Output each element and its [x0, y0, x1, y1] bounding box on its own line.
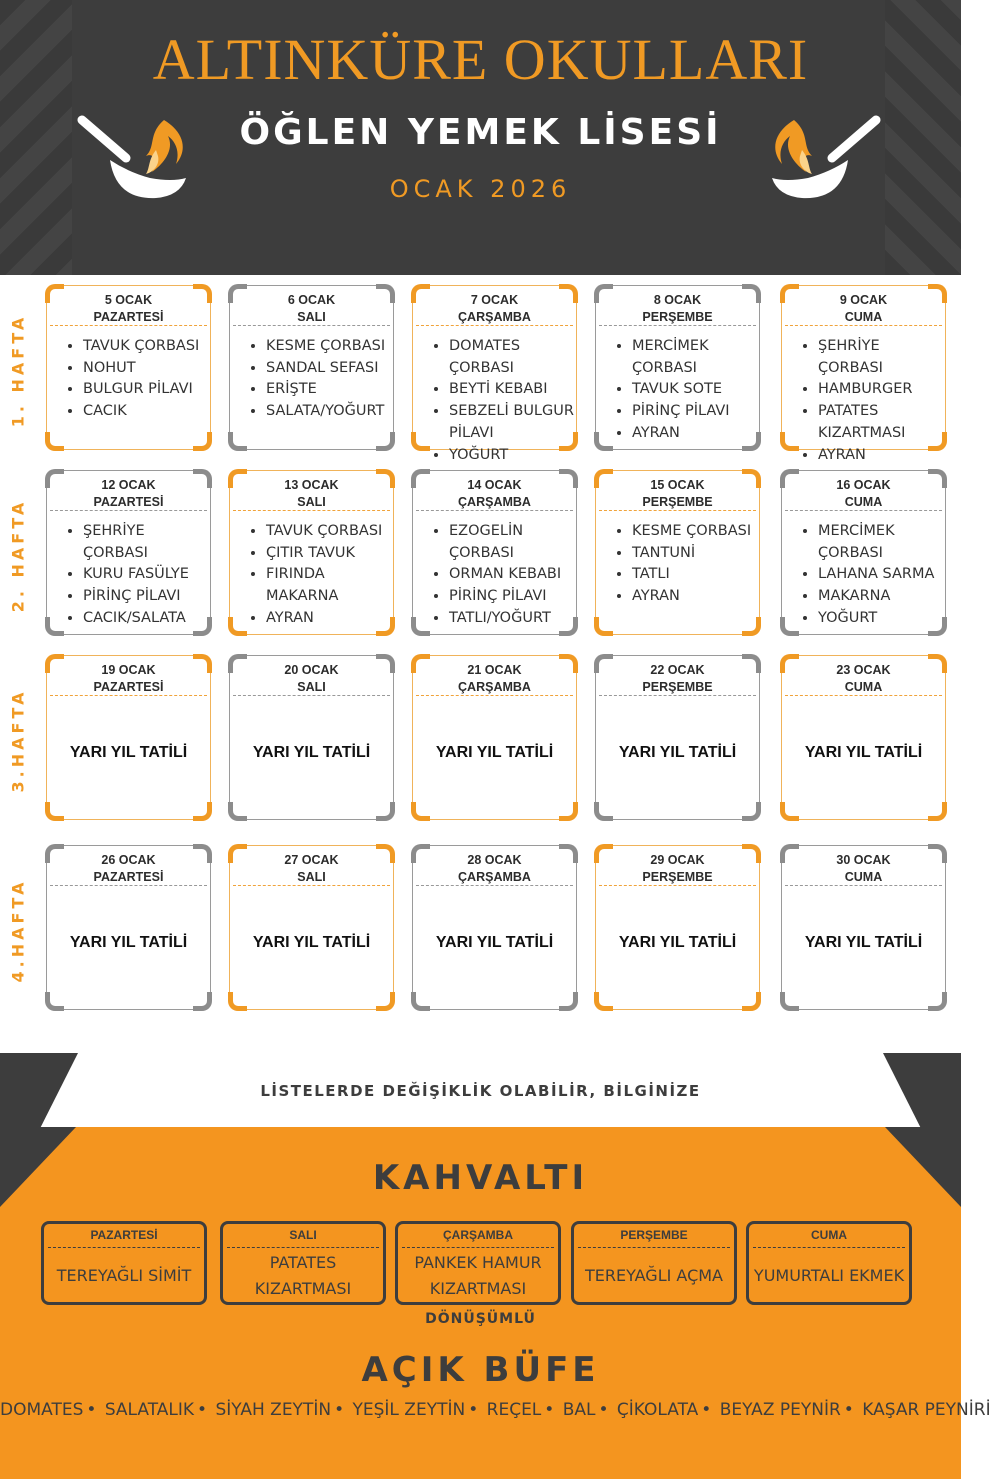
day-header: 28 OCAK ÇARŞAMBA — [458, 853, 531, 884]
breakfast-day: SALI — [289, 1228, 317, 1242]
menu-list — [67, 336, 199, 423]
day-card — [229, 470, 394, 635]
frying-pan-fire-icon — [752, 112, 882, 212]
holiday-label: YARI YIL TATİLİ — [69, 934, 188, 951]
breakfast-card — [746, 1221, 912, 1305]
holiday-label: YARI YIL TATİLİ — [252, 934, 371, 951]
buffet-title: AÇIK BÜFE — [361, 1350, 600, 1390]
breakfast-card — [41, 1221, 207, 1305]
day-card — [229, 655, 394, 820]
menu-item: • PİRİNÇ PİLAVI — [632, 401, 759, 423]
breakfast-day: CUMA — [811, 1228, 847, 1242]
change-notice: LİSTELERDE DEĞİŞİKLİK OLABİLİR, BİLGİNİZE — [260, 1082, 701, 1100]
menu-item: • SANDAL SEFASI — [266, 358, 385, 380]
day-card — [781, 845, 946, 1010]
menu-item: • ÇITIR TAVUK — [266, 543, 393, 565]
day-card — [781, 655, 946, 820]
menu-item: • KESME ÇORBASI — [632, 521, 751, 543]
menu-list — [802, 521, 945, 630]
breakfast-food: YUMURTALI EKMEK — [753, 1266, 905, 1285]
day-header: 12 OCAK PAZARTESİ — [93, 478, 164, 509]
menu-item: • FIRINDA MAKARNA — [266, 564, 393, 607]
breakfast-food: PANKEK HAMUR KIZARTMASI — [414, 1253, 542, 1298]
day-card — [229, 285, 394, 450]
menu-item: • MERCİMEK ÇORBASI — [818, 521, 945, 564]
menu-item: • YOĞURT — [818, 608, 945, 630]
day-header: 7 OCAK ÇARŞAMBA — [458, 293, 531, 324]
menu-list — [433, 521, 576, 630]
menu-list — [250, 521, 393, 630]
holiday-label: YARI YIL TATİLİ — [435, 744, 554, 761]
menu-item: • SEBZELİ BULGUR PİLAVI — [449, 401, 576, 444]
menu-item: • NOHUT — [83, 358, 199, 380]
day-header: 22 OCAK PERŞEMBE — [642, 663, 713, 694]
menu-item: • DOMATES ÇORBASI — [449, 336, 576, 379]
day-card — [595, 845, 760, 1010]
week-label: 1. HAFTA — [8, 313, 28, 427]
buffet-item: SALATALIK — [104, 1400, 195, 1420]
day-header: 29 OCAK PERŞEMBE — [642, 853, 713, 884]
menu-item: • TAVUK ÇORBASI — [83, 336, 199, 358]
breakfast-day: ÇARŞAMBA — [443, 1228, 513, 1242]
day-card — [781, 285, 946, 463]
holiday-label: YARI YIL TATİLİ — [252, 744, 371, 761]
menu-item: • SALATA/YOĞURT — [266, 401, 385, 423]
day-card — [781, 470, 946, 635]
menu-item: • PİRİNÇ PİLAVI — [83, 586, 210, 608]
day-card — [595, 470, 760, 635]
menu-item: • HAMBURGER — [818, 379, 945, 401]
day-header: 23 OCAK CUMA — [836, 663, 891, 694]
buffet-item: BEYAZ PEYNİR — [719, 1400, 841, 1420]
menu-item: • TAVUK ÇORBASI — [266, 521, 393, 543]
menu-list — [802, 336, 945, 466]
menu-item: • PATATES KIZARTMASI — [818, 401, 945, 444]
day-card — [595, 655, 760, 820]
day-header: 26 OCAK PAZARTESİ — [93, 853, 164, 884]
menu-list — [250, 336, 385, 423]
day-header: 9 OCAK CUMA — [839, 293, 888, 324]
day-header: 15 OCAK PERŞEMBE — [642, 478, 713, 509]
menu-item: • LAHANA SARMA — [818, 564, 945, 586]
breakfast-card — [220, 1221, 386, 1305]
day-header: 21 OCAK ÇARŞAMBA — [458, 663, 531, 694]
menu-item: • TATLI — [632, 564, 751, 586]
breakfast-card — [571, 1221, 737, 1305]
menu-item: • TAVUK SOTE — [632, 379, 759, 401]
menu-item: • BULGUR PİLAVI — [83, 379, 199, 401]
menu-item: • EZOGELİN ÇORBASI — [449, 521, 576, 564]
buffet-item: BAL — [562, 1400, 596, 1420]
menu-item: • AYRAN — [632, 423, 759, 445]
holiday-label: YARI YIL TATİLİ — [618, 744, 737, 761]
day-card — [595, 285, 760, 450]
day-card — [229, 845, 394, 1010]
buffet-item: KAŞAR PEYNİRİ — [862, 1400, 991, 1420]
day-card — [46, 285, 211, 450]
holiday-label: YARI YIL TATİLİ — [804, 744, 923, 761]
holiday-label: YARI YIL TATİLİ — [618, 934, 737, 951]
day-card — [412, 470, 577, 635]
day-card — [46, 655, 211, 820]
day-card — [46, 470, 211, 635]
menu-item: • MAKARNA — [818, 586, 945, 608]
menu-item: • MERCİMEK ÇORBASI — [632, 336, 759, 379]
menu-list — [433, 336, 576, 466]
day-header: 27 OCAK SALI — [284, 853, 339, 884]
menu-item: • CACIK/SALATA — [83, 608, 210, 630]
breakfast-food: PATATES KIZARTMASI — [254, 1253, 352, 1298]
holiday-label: YARI YIL TATİLİ — [804, 934, 923, 951]
buffet-item: DOMATES — [0, 1400, 84, 1420]
day-header: 30 OCAK CUMA — [836, 853, 891, 884]
menu-item: • AYRAN — [266, 608, 393, 630]
holiday-label: YARI YIL TATİLİ — [435, 934, 554, 951]
day-card — [412, 285, 577, 463]
menu-item: • TANTUNİ — [632, 543, 751, 565]
menu-item: • BEYTİ KEBABI — [449, 379, 576, 401]
breakfast-title: KAHVALTI — [372, 1158, 589, 1198]
breakfast-food: TEREYAĞLI SİMİT — [56, 1266, 192, 1285]
menu-subtitle: ÖĞLEN YEMEK LİSESİ — [239, 112, 722, 153]
day-header: 13 OCAK SALI — [284, 478, 339, 509]
menu-item: • ŞEHRİYE ÇORBASI — [818, 336, 945, 379]
menu-month: OCAK 2026 — [389, 175, 572, 203]
buffet-list: DOMATES • SALATALIK • SİYAH ZEYTİN • YEŞİL ZEYTİN • REÇEL • BAL • ÇİKOLATA • BEYAZ PEYNİR • KAŞAR PEYNİRİ — [0, 1400, 991, 1420]
buffet-item: REÇEL — [486, 1400, 542, 1420]
day-header: 16 OCAK CUMA — [836, 478, 891, 509]
menu-list — [67, 521, 210, 630]
rotation-note: DÖNÜŞÜMLÜ — [425, 1311, 536, 1327]
buffet-item: YEŞİL ZEYTİN — [352, 1400, 466, 1420]
breakfast-food: TEREYAĞLI AÇMA — [584, 1266, 723, 1285]
day-header: 14 OCAK ÇARŞAMBA — [458, 478, 531, 509]
menu-item: • TATLI/YOĞURT — [449, 608, 576, 630]
menu-item: • ERİŞTE — [266, 379, 385, 401]
day-card — [412, 655, 577, 820]
school-title: ALTINKÜRE OKULLARI — [152, 27, 809, 92]
holiday-label: YARI YIL TATİLİ — [69, 744, 188, 761]
breakfast-day: PERŞEMBE — [620, 1228, 688, 1242]
week-label: 3.HAFTA — [8, 688, 28, 792]
day-card — [46, 845, 211, 1010]
menu-item: • ŞEHRİYE ÇORBASI — [83, 521, 210, 564]
buffet-item: ÇİKOLATA — [616, 1400, 699, 1420]
week-label: 4.HAFTA — [8, 878, 28, 982]
day-card — [412, 845, 577, 1010]
menu-list — [616, 336, 759, 445]
menu-item: • AYRAN — [632, 586, 751, 608]
day-header: 19 OCAK PAZARTESİ — [93, 663, 164, 694]
day-header: 20 OCAK SALI — [284, 663, 339, 694]
menu-item: • CACIK — [83, 401, 199, 423]
menu-item: • YOĞURT — [449, 445, 576, 467]
menu-item: • ORMAN KEBABI — [449, 564, 576, 586]
menu-list — [616, 521, 751, 608]
buffet-item: SİYAH ZEYTİN — [215, 1400, 332, 1420]
breakfast-card — [395, 1221, 561, 1305]
breakfast-day: PAZARTESİ — [90, 1228, 158, 1242]
week-label: 2. HAFTA — [8, 498, 28, 612]
day-header: 5 OCAK PAZARTESİ — [93, 293, 164, 324]
menu-item: • PİRİNÇ PİLAVI — [449, 586, 576, 608]
header — [0, 0, 961, 275]
menu-item: • KURU FASÜLYE — [83, 564, 210, 586]
day-header: 6 OCAK SALI — [287, 293, 336, 324]
menu-item: • AYRAN — [818, 445, 945, 467]
menu-item: • KESME ÇORBASI — [266, 336, 385, 358]
frying-pan-fire-icon — [76, 112, 206, 212]
day-header: 8 OCAK PERŞEMBE — [642, 293, 713, 324]
